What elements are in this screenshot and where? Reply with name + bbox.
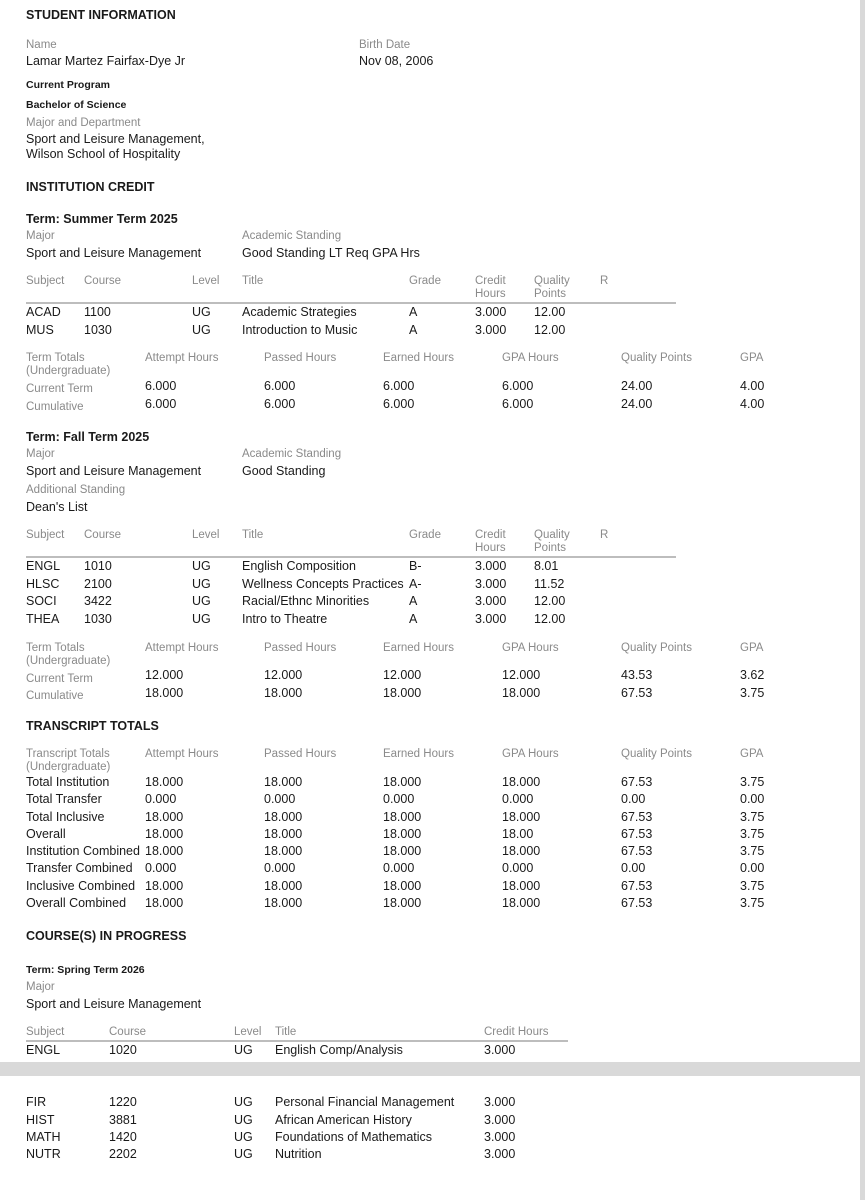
- col-gpa: GPA: [740, 748, 764, 760]
- passed-hours: 18.000: [264, 879, 303, 893]
- gpa: 3.75: [740, 879, 765, 893]
- earned-hours: 18.000: [383, 827, 422, 841]
- col-gpa-hours: GPA Hours: [502, 352, 559, 364]
- gpa: 4.00: [740, 397, 765, 411]
- program: Bachelor of Science: [26, 99, 127, 111]
- earned-hours: 6.000: [383, 379, 415, 393]
- passed-hours: 6.000: [264, 397, 296, 411]
- subject: MATH: [26, 1130, 61, 1144]
- col-subject: Subject: [26, 275, 65, 287]
- subject: HLSC: [26, 577, 60, 591]
- col-earned-hours: Earned Hours: [383, 642, 454, 654]
- grade: A: [409, 305, 418, 319]
- col-passed-hours: Passed Hours: [264, 642, 337, 654]
- col-quality-points: Quality Points: [621, 352, 692, 364]
- earned-hours: 18.000: [383, 686, 422, 700]
- col-quality-points: Points: [534, 288, 566, 300]
- col-title: Title: [242, 529, 264, 541]
- birth-date-label: Birth Date: [359, 39, 411, 51]
- col-quality-points: Quality Points: [621, 642, 692, 654]
- quality-points: 43.53: [621, 668, 653, 682]
- course-number: 1220: [109, 1095, 137, 1109]
- academic-standing-label: Academic Standing: [242, 448, 342, 460]
- quality-points: 67.53: [621, 686, 653, 700]
- earned-hours: 6.000: [383, 397, 415, 411]
- credit-hours: 3.000: [484, 1113, 516, 1127]
- subject: ENGL: [26, 1043, 61, 1057]
- attempt-hours: 18.000: [145, 879, 184, 893]
- major-label: Major: [26, 448, 55, 460]
- col-level: Level: [192, 529, 220, 541]
- col-passed-hours: Passed Hours: [264, 352, 337, 364]
- col-gpa: GPA: [740, 352, 764, 364]
- row-label: Current Term: [26, 673, 93, 685]
- col-gpa: GPA: [740, 642, 764, 654]
- quality-points: 67.53: [621, 896, 653, 910]
- subject: HIST: [26, 1113, 55, 1127]
- transcript-totals-sublabel: (Undergraduate): [26, 761, 111, 773]
- course-number: 1020: [109, 1043, 137, 1057]
- gpa: 4.00: [740, 379, 765, 393]
- term-totals-label: Term Totals: [26, 352, 85, 364]
- transcript-page-2: [0, 1076, 860, 1200]
- divider: [26, 556, 676, 558]
- quality-points: 0.00: [621, 792, 646, 806]
- term-totals-sublabel: (Undergraduate): [26, 655, 111, 667]
- col-r: R: [600, 275, 609, 287]
- gpa-hours: 18.000: [502, 775, 541, 789]
- row-label: Overall: [26, 827, 66, 841]
- col-course: Course: [84, 275, 122, 287]
- quality-points: 12.00: [534, 305, 566, 319]
- additional-standing-label: Additional Standing: [26, 484, 126, 496]
- gpa-hours: 18.000: [502, 686, 541, 700]
- course-title: Introduction to Music: [242, 323, 358, 337]
- term-totals-label: Term Totals: [26, 642, 85, 654]
- passed-hours: 18.000: [264, 896, 303, 910]
- level: UG: [192, 323, 211, 337]
- credit-hours: 3.000: [484, 1130, 516, 1144]
- row-label: Cumulative: [26, 401, 84, 413]
- col-credit: Credit: [475, 529, 506, 541]
- row-label: Current Term: [26, 383, 93, 395]
- name-label: Name: [26, 39, 57, 51]
- col-grade: Grade: [409, 529, 441, 541]
- gpa-hours: 18.000: [502, 810, 541, 824]
- gpa-hours: 0.000: [502, 792, 534, 806]
- major-label: Major: [26, 981, 55, 993]
- passed-hours: 18.000: [264, 775, 303, 789]
- gpa: 3.75: [740, 810, 765, 824]
- gpa-hours: 0.000: [502, 861, 534, 875]
- gpa: 0.00: [740, 792, 765, 806]
- academic-standing-value: Good Standing LT Req GPA Hrs: [242, 246, 420, 260]
- credit-hours: 3.000: [484, 1043, 516, 1057]
- major-department-line2: Wilson School of Hospitality: [26, 147, 181, 161]
- col-earned-hours: Earned Hours: [383, 748, 454, 760]
- attempt-hours: 12.000: [145, 668, 184, 682]
- passed-hours: 0.000: [264, 792, 296, 806]
- course-number: 2202: [109, 1147, 137, 1161]
- passed-hours: 6.000: [264, 379, 296, 393]
- quality-points: 11.52: [534, 577, 565, 591]
- col-level: Level: [192, 275, 220, 287]
- attempt-hours: 0.000: [145, 792, 177, 806]
- col-quality-points: Points: [534, 542, 566, 554]
- level: UG: [234, 1113, 253, 1127]
- col-course: Course: [109, 1026, 147, 1038]
- institution-credit-heading: INSTITUTION CREDIT: [26, 180, 155, 194]
- level: UG: [234, 1095, 253, 1109]
- course-number: 1010: [84, 559, 112, 573]
- major-department-label: Major and Department: [26, 117, 141, 129]
- earned-hours: 18.000: [383, 810, 422, 824]
- row-label: Total Institution: [26, 775, 110, 789]
- subject: NUTR: [26, 1147, 61, 1161]
- subject: MUS: [26, 323, 54, 337]
- row-label: Institution Combined: [26, 844, 140, 858]
- col-grade: Grade: [409, 275, 441, 287]
- birth-date: Nov 08, 2006: [359, 54, 434, 68]
- gpa: 3.75: [740, 686, 765, 700]
- divider: [26, 1040, 568, 1042]
- row-label: Cumulative: [26, 690, 84, 702]
- course-number: 3422: [84, 594, 112, 608]
- gpa-hours: 6.000: [502, 379, 534, 393]
- course-title: English Composition: [242, 559, 356, 573]
- earned-hours: 18.000: [383, 879, 422, 893]
- earned-hours: 18.000: [383, 896, 422, 910]
- grade: A-: [409, 577, 422, 591]
- col-credit-hours: Credit Hours: [484, 1026, 549, 1038]
- gpa: 3.75: [740, 827, 765, 841]
- col-gpa-hours: GPA Hours: [502, 748, 559, 760]
- attempt-hours: 6.000: [145, 379, 177, 393]
- quality-points: 67.53: [621, 844, 653, 858]
- subject: SOCI: [26, 594, 57, 608]
- current-program-label: Current Program: [26, 79, 111, 91]
- course-title: Foundations of Mathematics: [275, 1130, 433, 1144]
- course-number: 1100: [84, 305, 111, 319]
- term-totals-sublabel: (Undergraduate): [26, 365, 111, 377]
- credit-hours: 3.000: [475, 323, 507, 337]
- level: UG: [192, 612, 211, 626]
- gpa-hours: 12.000: [502, 668, 541, 682]
- gpa: 3.75: [740, 896, 765, 910]
- col-subject: Subject: [26, 1026, 65, 1038]
- attempt-hours: 18.000: [145, 810, 184, 824]
- col-course: Course: [84, 529, 122, 541]
- academic-standing-value: Good Standing: [242, 464, 326, 478]
- col-passed-hours: Passed Hours: [264, 748, 337, 760]
- passed-hours: 18.000: [264, 844, 303, 858]
- student-name: Lamar Martez Fairfax-Dye Jr: [26, 54, 186, 68]
- attempt-hours: 18.000: [145, 686, 184, 700]
- transcript-totals-label: Transcript Totals: [26, 748, 110, 760]
- quality-points: 12.00: [534, 323, 566, 337]
- academic-standing-label: Academic Standing: [242, 230, 342, 242]
- level: UG: [192, 577, 211, 591]
- earned-hours: 18.000: [383, 775, 422, 789]
- credit-hours: 3.000: [475, 577, 507, 591]
- earned-hours: 18.000: [383, 844, 422, 858]
- col-subject: Subject: [26, 529, 65, 541]
- gpa-hours: 18.000: [502, 896, 541, 910]
- level: UG: [234, 1147, 253, 1161]
- row-label: Transfer Combined: [26, 861, 133, 875]
- term-title: Term: Fall Term 2025: [26, 430, 150, 444]
- col-r: R: [600, 529, 609, 541]
- course-number: 3881: [109, 1113, 137, 1127]
- in-progress-heading: COURSE(S) IN PROGRESS: [26, 929, 187, 943]
- earned-hours: 0.000: [383, 861, 415, 875]
- gpa-hours: 18.000: [502, 844, 541, 858]
- level: UG: [192, 594, 211, 608]
- credit-hours: 3.000: [484, 1095, 516, 1109]
- credit-hours: 3.000: [475, 594, 507, 608]
- col-credit: Credit: [475, 275, 506, 287]
- course-title: Nutrition: [275, 1147, 322, 1161]
- col-credit-hours: Hours: [475, 542, 506, 554]
- subject: ENGL: [26, 559, 61, 573]
- gpa: 3.75: [740, 844, 765, 858]
- quality-points: 0.00: [621, 861, 646, 875]
- row-label: Total Transfer: [26, 792, 102, 806]
- quality-points: 67.53: [621, 775, 653, 789]
- col-level: Level: [234, 1026, 262, 1038]
- quality-points: 12.00: [534, 612, 566, 626]
- col-quality: Quality: [534, 529, 570, 541]
- level: UG: [192, 559, 211, 573]
- attempt-hours: 18.000: [145, 844, 184, 858]
- quality-points: 24.00: [621, 397, 653, 411]
- passed-hours: 18.000: [264, 686, 303, 700]
- col-title: Title: [275, 1026, 297, 1038]
- passed-hours: 18.000: [264, 810, 303, 824]
- col-earned-hours: Earned Hours: [383, 352, 454, 364]
- earned-hours: 0.000: [383, 792, 415, 806]
- major-department-line1: Sport and Leisure Management,: [26, 132, 205, 146]
- earned-hours: 12.000: [383, 668, 422, 682]
- passed-hours: 12.000: [264, 668, 303, 682]
- grade: A: [409, 323, 418, 337]
- course-title: Academic Strategies: [242, 305, 357, 319]
- row-label: Total Inclusive: [26, 810, 105, 824]
- course-title: Racial/Ethnc Minorities: [242, 594, 370, 608]
- subject: FIR: [26, 1095, 47, 1109]
- grade: B-: [409, 559, 422, 573]
- course-number: 2100: [84, 577, 112, 591]
- credit-hours: 3.000: [475, 559, 507, 573]
- course-title: Wellness Concepts Practices: [242, 577, 404, 591]
- course-title: English Comp/Analysis: [275, 1043, 403, 1057]
- attempt-hours: 0.000: [145, 861, 177, 875]
- subject: ACAD: [26, 305, 61, 319]
- level: UG: [234, 1130, 253, 1144]
- attempt-hours: 18.000: [145, 827, 184, 841]
- gpa: 3.75: [740, 775, 765, 789]
- in-progress-term: Term: Spring Term 2026: [26, 964, 145, 976]
- grade: A: [409, 612, 418, 626]
- credit-hours: 3.000: [475, 612, 507, 626]
- col-quality: Quality: [534, 275, 570, 287]
- major-value: Sport and Leisure Management: [26, 464, 202, 478]
- major-value: Sport and Leisure Management: [26, 246, 202, 260]
- row-label: Overall Combined: [26, 896, 127, 910]
- passed-hours: 0.000: [264, 861, 296, 875]
- col-gpa-hours: GPA Hours: [502, 642, 559, 654]
- major-value: Sport and Leisure Management: [26, 997, 202, 1011]
- attempt-hours: 18.000: [145, 896, 184, 910]
- quality-points: 67.53: [621, 827, 653, 841]
- col-title: Title: [242, 275, 264, 287]
- attempt-hours: 18.000: [145, 775, 184, 789]
- gpa-hours: 6.000: [502, 397, 534, 411]
- col-attempt-hours: Attempt Hours: [145, 352, 219, 364]
- course-number: 1420: [109, 1130, 137, 1144]
- gpa-hours: 18.00: [502, 827, 534, 841]
- quality-points: 8.01: [534, 559, 559, 573]
- level: UG: [192, 305, 211, 319]
- col-attempt-hours: Attempt Hours: [145, 748, 219, 760]
- course-title: Personal Financial Management: [275, 1095, 455, 1109]
- quality-points: 67.53: [621, 879, 653, 893]
- gpa-hours: 18.000: [502, 879, 541, 893]
- student-information-heading: STUDENT INFORMATION: [26, 8, 176, 22]
- credit-hours: 3.000: [484, 1147, 516, 1161]
- row-label: Inclusive Combined: [26, 879, 136, 893]
- gpa: 3.62: [740, 668, 765, 682]
- level: UG: [234, 1043, 253, 1057]
- transcript-totals-heading: TRANSCRIPT TOTALS: [26, 719, 159, 733]
- course-number: 1030: [84, 612, 112, 626]
- quality-points: 12.00: [534, 594, 566, 608]
- col-attempt-hours: Attempt Hours: [145, 642, 219, 654]
- subject: THEA: [26, 612, 60, 626]
- credit-hours: 3.000: [475, 305, 507, 319]
- major-label: Major: [26, 230, 55, 242]
- col-credit-hours: Hours: [475, 288, 506, 300]
- passed-hours: 18.000: [264, 827, 303, 841]
- additional-standing-value: Dean's List: [26, 500, 88, 514]
- divider: [26, 302, 676, 304]
- grade: A: [409, 594, 418, 608]
- quality-points: 24.00: [621, 379, 653, 393]
- term-title: Term: Summer Term 2025: [26, 212, 178, 226]
- quality-points: 67.53: [621, 810, 653, 824]
- course-title: Intro to Theatre: [242, 612, 328, 626]
- course-title: African American History: [275, 1113, 412, 1127]
- course-number: 1030: [84, 323, 112, 337]
- col-quality-points: Quality Points: [621, 748, 692, 760]
- gpa: 0.00: [740, 861, 765, 875]
- attempt-hours: 6.000: [145, 397, 177, 411]
